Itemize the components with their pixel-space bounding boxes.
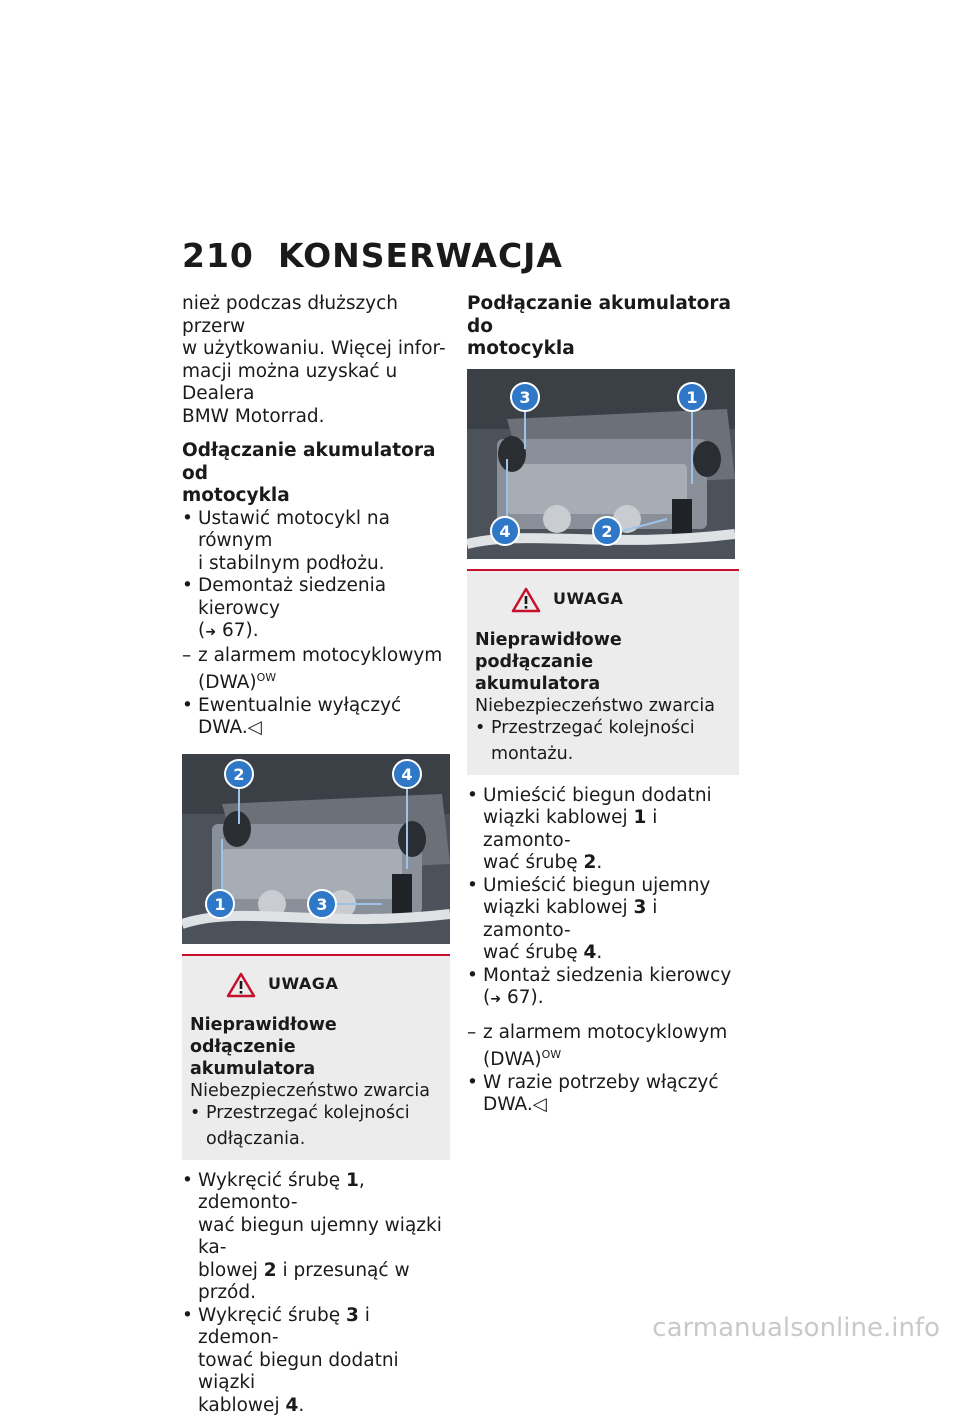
list-item [475, 717, 731, 765]
warning-triangle-icon [226, 972, 256, 998]
text-line [483, 1044, 739, 1072]
arrow-right-icon: ➜ [205, 625, 217, 640]
text-line: • Przestrzegać kolejności [491, 717, 695, 738]
condition-item [467, 1022, 739, 1072]
battery-illustration [182, 754, 450, 944]
text-line: wać śrubę 2. [483, 852, 603, 873]
list-item [190, 1102, 442, 1150]
page-reference[interactable] [198, 620, 450, 645]
warning-box [182, 954, 450, 1160]
option-superscript: OW [541, 1048, 562, 1061]
arrow-right-icon: ➜ [490, 992, 502, 1007]
text-line: Nieprawidłowe odłączenie [190, 1014, 337, 1057]
section-heading-connect [467, 293, 739, 361]
battery-photo-disconnect [182, 754, 450, 944]
text-line: • Montaż siedzenia kierowcy [483, 964, 732, 986]
callout-label: 4 [499, 521, 511, 541]
text-line: BMW Motorrad. [182, 405, 325, 427]
text-line: • Ustawić motocykl na równym [198, 507, 390, 551]
reference-text: 67). [222, 620, 259, 641]
text-line: • Wykręcić śrubę 1, zdemonto- [198, 1169, 365, 1214]
text-line: w użytkowaniu. Więcej infor- [182, 338, 446, 359]
warning-triangle-icon [511, 587, 541, 613]
callout-label: 3 [316, 894, 328, 914]
text-line: • Umieścić biegun dodatni [483, 784, 712, 806]
end-mark-icon: ◁ [532, 1094, 547, 1116]
page-number: 210 [182, 236, 254, 275]
list-item [182, 1170, 450, 1305]
text-line [198, 667, 450, 695]
text-line: • Demontaż siedzenia kierowcy [198, 575, 387, 619]
warning-text: Niebezpieczeństwo zwarcia [475, 695, 715, 716]
dwa-label: (DWA) [198, 672, 257, 694]
option-superscript: OW [256, 671, 277, 684]
text-line: • Przestrzegać kolejności [206, 1102, 410, 1123]
text-line: z alarmem motocyklowym [198, 644, 443, 666]
text-line: nież podczas dłuższych przerw [182, 293, 399, 337]
text-line: akumulatora [475, 673, 601, 694]
warning-box [467, 569, 739, 775]
text-line: wać biegun ujemny wiązki ka- [198, 1214, 442, 1259]
warning-label: UWAGA [268, 974, 339, 994]
callout-label: 2 [233, 764, 245, 784]
left-column [182, 293, 450, 1417]
paren: ( [198, 620, 206, 641]
paren: ( [483, 987, 491, 1008]
warning-header [226, 972, 442, 998]
callout-label: 4 [401, 764, 413, 784]
list-item [467, 785, 739, 875]
text-line: DWA.◁ [483, 1094, 547, 1116]
heading-line: Odłączanie akumulatora od [182, 440, 436, 484]
watermark: carmanualsonline.info [652, 1313, 940, 1343]
text-line: blowej 2 i przesunąć w przód. [198, 1259, 410, 1304]
page-title: KONSERWACJA [278, 236, 563, 275]
text-line: i stabilnym podłożu. [198, 552, 385, 574]
end-mark-icon: ◁ [247, 717, 262, 739]
text-line: wiązki kablowej 3 i zamonto- [483, 897, 658, 941]
warning-title [190, 1014, 442, 1080]
battery-photo-connect [467, 369, 735, 559]
text-line: • W razie potrzeby włączyć [483, 1071, 719, 1093]
battery-illustration [467, 369, 735, 559]
callout-label: 3 [519, 387, 531, 407]
list-item [467, 965, 739, 1012]
condition-item [182, 645, 450, 695]
list-item [467, 1072, 739, 1117]
text-line: Ewentualnie wyłączyć DWA. [198, 694, 402, 739]
warning-header [511, 587, 731, 613]
text-line: macji można uzyskać u Dealera [182, 360, 398, 404]
intro-paragraph [182, 293, 450, 428]
heading-line: motocykla [182, 485, 290, 506]
text-line: Nieprawidłowe podłączanie [475, 629, 622, 672]
list-item [182, 575, 450, 645]
callout-label: 2 [601, 521, 613, 541]
dwa-label: (DWA) [483, 1049, 542, 1071]
text-line: z alarmem motocyklowym [483, 1021, 728, 1043]
list-item [467, 875, 739, 965]
heading-line: motocykla [467, 338, 575, 359]
heading-line: Podłączanie akumulatora do [467, 293, 731, 337]
text-line: wiązki kablowej 1 i zamonto- [483, 807, 658, 851]
warning-title [475, 629, 731, 695]
callout-label: 1 [686, 387, 698, 407]
text-line: odłączania. [206, 1128, 306, 1149]
text-line: wać śrubę 4. [483, 942, 603, 963]
text-line: • Wykręcić śrubę 3 i zdemon- [198, 1304, 370, 1349]
warning-label: UWAGA [553, 589, 624, 609]
page-header [182, 236, 563, 275]
text-line: • Umieścić biegun ujemny [483, 874, 711, 896]
right-column [467, 293, 739, 1117]
list-item [182, 1305, 450, 1417]
section-heading-disconnect [182, 440, 450, 508]
warning-text: Niebezpieczeństwo zwarcia [190, 1080, 430, 1101]
text-line: akumulatora [190, 1058, 316, 1079]
list-item [182, 695, 450, 740]
text-line: montażu. [491, 743, 574, 764]
reference-text: 67). [507, 987, 544, 1008]
dash-mark: – [182, 644, 192, 666]
list-item [182, 508, 450, 576]
page-reference[interactable] [483, 987, 739, 1012]
text-line: tować biegun dodatni wiązki [198, 1349, 399, 1394]
dash-mark: – [467, 1021, 477, 1043]
text-line: kablowej 4. [198, 1394, 305, 1416]
callout-label: 1 [214, 894, 226, 914]
